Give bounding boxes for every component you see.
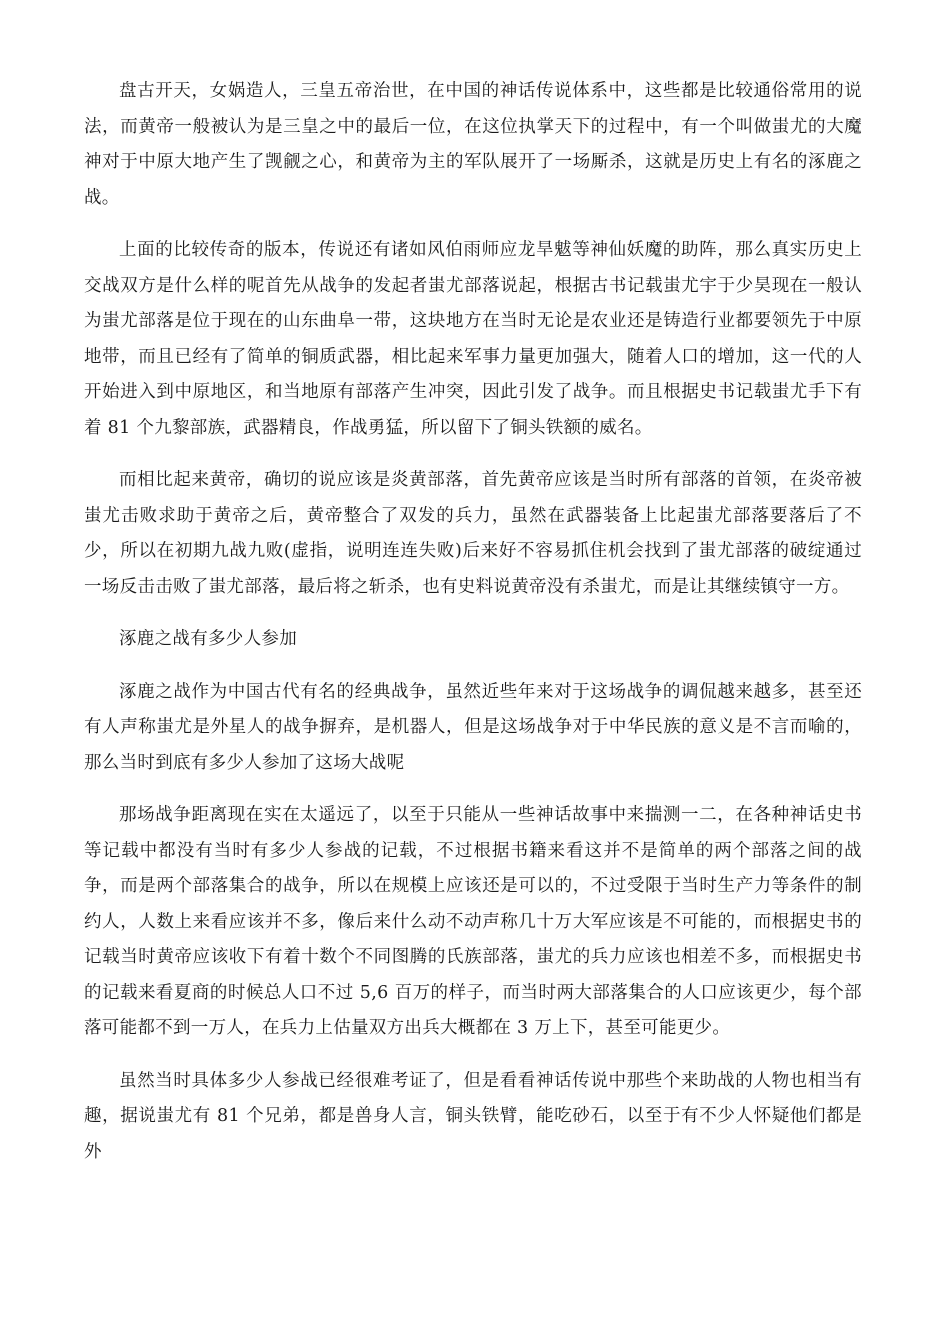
paragraph-significance: 涿鹿之战作为中国古代有名的经典战争，虽然近些年来对于这场战争的调侃越来越多，甚至还有人声称蚩尤是外星人的战争摒弃，是机器人，但是这场战争对于中华民族的意义是不言而喻的，那么当时到底有多少人参加了这场大战呢 (84, 681, 862, 773)
document-body (84, 74, 862, 1187)
paragraph-chiyou-tribe: 上面的比较传奇的版本，传说还有诸如风伯雨师应龙旱魃等神仙妖魔的助阵，那么真实历史上交战双方是什么样的呢首先从战争的发起者蚩尤部落说起，根据古书记载蚩尤宇于少昊现在一般认为蚩尤部落是位于现在的山东曲阜一带，这块地方在当时无论是农业还是铸造行业都要领先于中原地带，而且已经有了简单的铜质武器，相比起来军事力量更加强大，随着人口的增加，这一代的人开始进入到中原地区，和当地原有部落产生冲突，因此引发了战争。而且根据史书记载蚩尤手下有着 81 个九黎部族，武器精良，作战勇猛，所以留下了铜头铁额的威名。 (84, 240, 862, 438)
paragraph-huangdi-tribe: 而相比起来黄帝，确切的说应该是炎黄部落，首先黄帝应该是当时所有部落的首领，在炎帝被蚩尤击败求助于黄帝之后，黄帝整合了双发的兵力，虽然在武器装备上比起蚩尤部落要落后了不少，所以在初期九战九败(虚指，说明连连失败)后来好不容易抓住机会找到了蚩尤部落的破绽通过一场反击击败了蚩尤部落，最后将之斩杀，也有史料说黄帝没有杀蚩尤，而是让其继续镇守一方。 (84, 470, 862, 597)
paragraph-intro: 盘古开天，女娲造人，三皇五帝治世，在中国的神话传说体系中，这些都是比较通俗常用的说法，而黄帝一般被认为是三皇之中的最后一位，在这位执掌天下的过程中，有一个叫做蚩尤的大魔神对于中原大地产生了觊觎之心，和黄帝为主的军队展开了一场厮杀，这就是历史上有名的涿鹿之战。 (84, 81, 862, 208)
paragraph-legend-figures: 虽然当时具体多少人参战已经很难考证了，但是看看神话传说中那些个来助战的人物也相当有趣，据说蚩尤有 81 个兄弟，都是兽身人言，铜头铁臂，能吃砂石，以至于有不少人怀疑他们都是外 (84, 1070, 862, 1162)
paragraph-troop-estimate: 那场战争距离现在实在太遥远了，以至于只能从一些神话故事中来揣测一二，在各种神话史书等记载中都没有当时有多少人参战的记载，不过根据书籍来看这并不是简单的两个部落之间的战争，而是两个部落集合的战争，所以在规模上应该还是可以的，不过受限于当时生产力等条件的制约人，人数上来看应该并不多，像后来什么动不动声称几十万大军应该是不可能的，而根据史书的记载当时黄帝应该收下有着十数个不同图腾的氏族部落，蚩尤的兵力应该也相差不多，而根据史书的记载来看夏商的时候总人口不过 5,6 百万的样子，而当时两大部落集合的人口应该更少，每个部落可能都不到一万人，在兵力上估量双方出兵大概都在 3 万上下，甚至可能更少。 (84, 805, 862, 1038)
section-heading: 涿鹿之战有多少人参加 (119, 629, 297, 649)
